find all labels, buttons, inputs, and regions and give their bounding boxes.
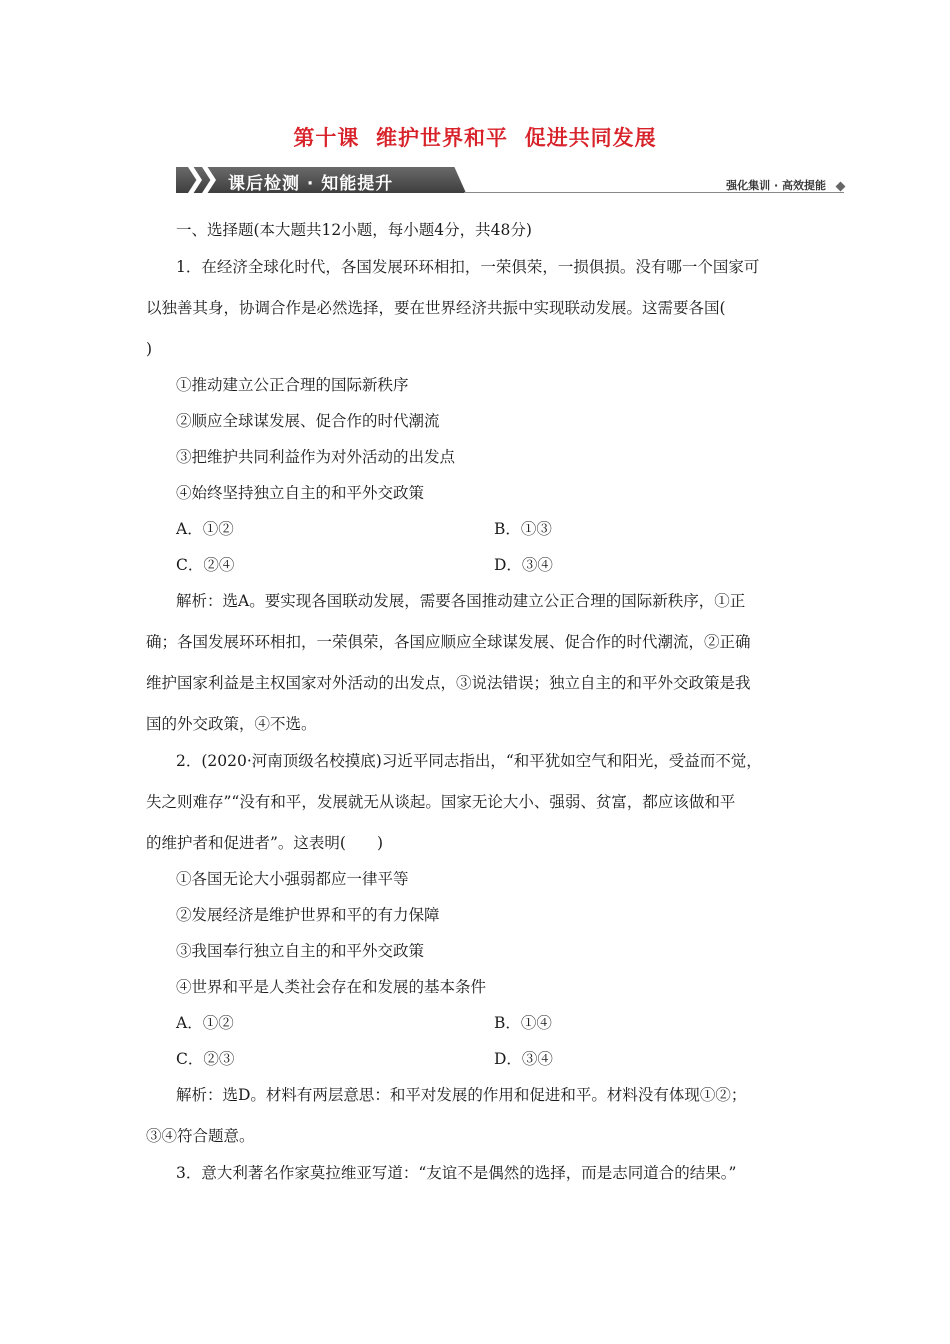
section-header: 一、选择题(本大题共12小题，每小题4分，共48分) xyxy=(176,221,532,239)
q1-analysis-line: 解析：选A。要实现各国联动发展，需要各国推动建立公正合理的国际新秩序，①正 xyxy=(176,592,746,610)
q3-stem-line: 3．意大利著名作家莫拉维亚写道：“友谊不是偶然的选择，而是志同道合的结果。” xyxy=(176,1164,737,1182)
q2-item: ①各国无论大小强弱都应一律平等 xyxy=(176,870,409,888)
q2-analysis-line: ③④符合题意。 xyxy=(146,1127,255,1145)
q1-analysis-line: 维护国家利益是主权国家对外活动的出发点，③说法错误；独立自主的和平外交政策是我 xyxy=(146,674,751,692)
banner-tagline: 强化集训 · 高效提能 xyxy=(726,179,826,192)
diamond-icon xyxy=(836,182,846,192)
q1-option-d: D．③④ xyxy=(494,556,553,574)
q1-analysis-line: 确；各国发展环环相扣，一荣俱荣，各国应顺应全球谋发展、促合作的时代潮流，②正确 xyxy=(146,633,751,651)
q1-stem-line: ) xyxy=(146,340,153,358)
q2-analysis-line: 解析：选D。材料有两层意思：和平对发展的作用和促进和平。材料没有体现①②； xyxy=(176,1086,747,1104)
q2-stem-line: 失之则难存”“没有和平，发展就无从谈起。国家无论大小、强弱、贫富，都应该做和平 xyxy=(146,793,736,811)
page-title: 第十课 维护世界和平 促进共同发展 xyxy=(293,126,657,150)
q1-stem-line: 1．在经济全球化时代，各国发展环环相扣，一荣俱荣，一损俱损。没有哪一个国家可 xyxy=(176,258,760,276)
q2-option-d: D．③④ xyxy=(494,1050,553,1068)
q1-stem-line: 以独善其身，协调合作是必然选择，要在世界经济共振中实现联动发展。这需要各国( xyxy=(146,299,726,317)
q2-item: ②发展经济是维护世界和平的有力保障 xyxy=(176,906,440,924)
q2-stem-line: 的维护者和促进者”。这表明( ) xyxy=(146,834,384,852)
q1-item: ③把维护共同利益作为对外活动的出发点 xyxy=(176,448,456,466)
q2-stem-line: 2．(2020·河南顶级名校摸底)习近平同志指出，“和平犹如空气和阳光，受益而不觉， xyxy=(176,752,762,770)
q2-option-a: A．①② xyxy=(176,1014,234,1032)
banner-label: 课后检测 · 知能提升 xyxy=(228,174,394,194)
q1-analysis-line: 国的外交政策，④不选。 xyxy=(146,715,317,733)
q1-item: ①推动建立公正合理的国际新秩序 xyxy=(176,376,409,394)
q2-item: ④世界和平是人类社会存在和发展的基本条件 xyxy=(176,978,487,996)
q1-option-c: C．②④ xyxy=(176,556,235,574)
q1-option-a: A．①② xyxy=(176,520,234,538)
section-banner xyxy=(176,163,848,199)
q1-item: ②顺应全球谋发展、促合作的时代潮流 xyxy=(176,412,440,430)
q2-item: ③我国奉行独立自主的和平外交政策 xyxy=(176,942,425,960)
q2-option-b: B．①④ xyxy=(494,1014,552,1032)
q1-item: ④始终坚持独立自主的和平外交政策 xyxy=(176,484,425,502)
q1-option-b: B．①③ xyxy=(494,520,552,538)
q2-option-c: C．②③ xyxy=(176,1050,235,1068)
